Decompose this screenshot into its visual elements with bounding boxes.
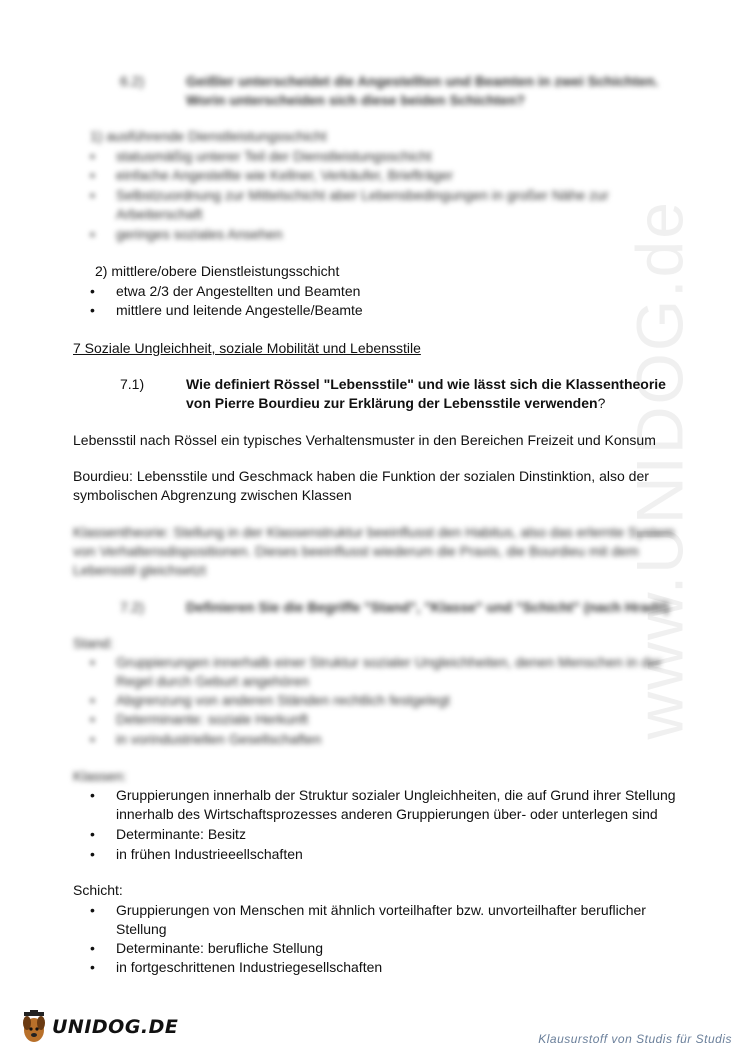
layer-2-label: 2) mittlere/obere Dienstleistungsschicht [95,263,340,279]
list-item-text: Determinante: Besitz [116,826,246,842]
answer-paragraph: Bourdieu: Lebensstile und Geschmack haben die Funktion der sozialen Dinstinktion, also der symbolischen Abgrenzung zwischen Klassen [73,468,649,503]
list-item-text: Abgrenzung von anderen Ständen rechtlich festgelegt [116,692,450,708]
list-item-text: in fortgeschrittenen Industriegesellschaften [116,959,383,975]
list-item-text: statusmäßig unterer Teil der Dienstleistungsschicht [116,148,432,164]
term-label: Klassen: [73,768,127,784]
list-item-text: in frühen Industrieeellschaften [116,846,303,862]
section-heading: 7 Soziale Ungleichheit, soziale Mobilität und Lebensstile [73,340,421,356]
answer-paragraph: Klassentheorie: Stellung in der Klassenstruktur beeinflusst den Habitus, also das erlernte System von Verhaltensdispositionen. Dieses beeinflusst wiederum die Praxis, die Bourdieu mit dem Lebensstil gleichsetzt [73,524,675,578]
question-number: 7.2) [120,599,145,615]
unidog-logo[interactable] [18,1010,179,1046]
question-number: 6.2) [120,73,145,89]
logo-text: UNIDOG.DE [52,1016,179,1038]
bullet-icon: • [90,959,95,975]
list-item-text: Determinante: soziale Herkunft [116,711,309,727]
question-text: Definieren Sie die Begriffe "Stand", "Klasse" und "Schicht" (nach Hradil) [186,599,670,615]
bullet-icon: • [90,826,95,842]
bullet-icon: • [90,148,95,164]
list-item-text: etwa 2/3 der Angestellten und Beamten [116,283,361,299]
list-item-text: Gruppierungen innerhalb der Struktur sozialer Ungleichheiten, die auf Grund ihrer Stellung innerhalb des Wirtschaftsprozesses anderen Gruppierungen über- oder unterlegen sind [116,787,676,822]
bullet-icon: • [90,283,95,299]
footer-tagline: Klausurstoff von Studis für Studis [538,1032,732,1046]
watermark: www.UNIDOG.de [622,200,697,740]
list-item-text: Selbstzuordnung zur Mittelschicht aber Lebensbedingungen in großer Nähe zur Arbeiterschaft [116,187,609,222]
bullet-icon: • [90,654,95,670]
list-item-text: in vorindustriellen Gesellschaften [116,731,322,747]
bullet-icon: • [90,940,95,956]
question-text-body: Wie definiert Rössel "Lebensstile" und wie lässt sich die Klassentheorie von Pierre Bourdieu zur Erklärung der Lebensstile verwenden [186,376,666,411]
term-label: Schicht: [73,882,123,898]
list-item-text: Gruppierungen innerhalb einer Struktur sozialer Ungleichheiten, denen Menschen in der Regel durch Geburt angehören [116,654,662,689]
bullet-icon: • [90,692,95,708]
bullet-icon: • [90,731,95,747]
bullet-icon: • [90,302,95,318]
list-item-text: Determinante: berufliche Stellung [116,940,324,956]
bullet-icon: • [90,187,95,203]
bullet-icon: • [90,167,95,183]
list-item-text: mittlere und leitende Angestelle/Beamte [116,302,363,318]
bullet-icon: • [90,787,95,803]
bullet-icon: • [90,711,95,727]
layer-1-label: 1) ausführende Dienstleistungsschicht [90,128,327,144]
question-number: 7.1) [120,376,145,392]
bullet-icon: • [90,902,95,918]
answer-paragraph: Lebensstil nach Rössel ein typisches Verhaltensmuster in den Bereichen Freizeit und Konsum [73,432,656,448]
question-text [186,375,686,413]
list-item-text: geringes soziales Ansehen [116,226,283,242]
bullet-icon: • [90,846,95,862]
list-item-text: Gruppierungen von Menschen mit ähnlich vorteilhafter bzw. unvorteilhafter beruflicher Stellung [116,902,646,937]
term-label: Stand: [73,635,114,651]
question-text: Geißler unterscheidet die Angestellten und Beamten in zwei Schichten. Worin unterscheiden sich diese beiden Schichten? [186,73,659,108]
bullet-icon: • [90,226,95,242]
list-item-text: einfache Angestellte wie Kellner, Verkäufer, Briefträger [116,167,453,183]
question-mark: ? [597,395,606,411]
